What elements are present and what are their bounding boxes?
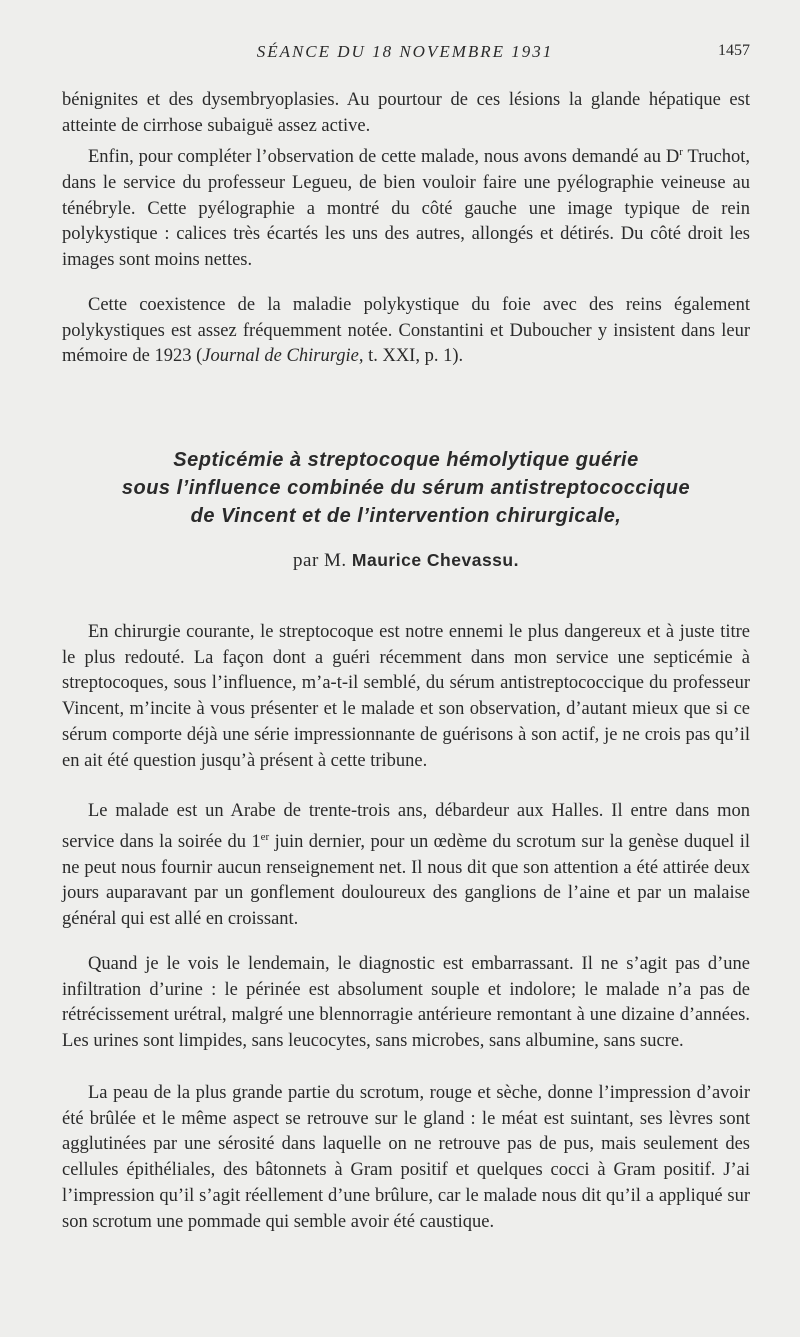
paragraph-pyelography (62, 140, 750, 274)
superscript: r (679, 146, 683, 158)
title-line: de Vincent et de l’intervention chirurgicale, (190, 505, 622, 527)
paragraph-text: Truchot, dans le service du professeur Legueu, de bien vouloir faire une pyélographie veineuse au ténébryle. Cette pyélographie a montré du côté gauche une image typique de rein polykystique : calices très écartés les uns des autres, allongés et détirés. Du côté droit les images sont moins nettes. (62, 147, 750, 270)
article-title (62, 446, 750, 530)
paragraph-text: Enfin, pour compléter l’observation de cette malade, nous avons demandé au D (88, 147, 680, 168)
paragraph-text: Quand je le vois le lendemain, le diagnostic est embarrassant. Il ne s’agit pas d’une infiltration d’urine : le périnée est absolument souple et indolore; le malade n’a pas de rétrécissement urétral, malgré une blennorragie antérieure remontant à une dizaine d’années. Les urines sont limpides, sans leucocytes, sans microbes, sans albumine, sans sucre. (62, 954, 750, 1052)
paragraph-skin (62, 1081, 750, 1235)
running-header (60, 42, 750, 68)
paragraph-diagnosis (62, 952, 750, 1055)
paragraph-text: La peau de la plus grande partie du scrotum, rouge et sèche, donne l’impression d’avoir été brûlée et le même aspect se retrouve sur le gland : le méat est suintant, ses lèvres sont agglutinées par une sérosité dans laquelle on ne retrouve pas de pus, mais seulement des cellules épithéliales, des bâtonnets à Gram positif et quelques cocci à Gram positif. J’ai l’impression qu’il s’agit réellement d’une brûlure, car le malade nous dit qu’il a appliqué sur son scrotum une pommade qui semble avoir été caustique. (62, 1083, 750, 1232)
title-line: sous l’influence combinée du sérum antistreptococcique (121, 477, 691, 499)
page-number: 1457 (718, 42, 750, 59)
paragraph-patient (62, 799, 750, 933)
paragraph-text: En chirurgie courante, le streptocoque est notre ennemi le plus dangereux et à juste titre le plus redouté. La façon dont a guéri récemment dans mon service une septicémie à streptocoques, sous l’influence, m’a-t-il semblé, du sérum antistreptococcique du professeur Vincent, m’incite à vous présenter et le malade et son observation, d’autant mieux que si ce sérum comporte déjà une série impressionnante de guérisons à son actif, je ne crois pas qu’il en ait été question jusqu’à présent à cette tribune. (62, 622, 750, 771)
paragraph-introduction (62, 620, 750, 774)
author-name: Maurice Chevassu. (351, 550, 519, 570)
paragraph-text: , t. XXI, p. 1). (358, 346, 464, 367)
title-line: Septicémie à streptocoque hémolytique guérie (173, 449, 639, 471)
running-title: SÉANCE DU 18 NOVEMBRE 1931 (256, 42, 554, 61)
paragraph-text: Le malade est un Arabe de trente-trois ans, débardeur aux Halles. Il entre dans mon service dans la soirée du 1 (62, 801, 750, 852)
author-byline (62, 550, 750, 572)
paragraph-text: Cette coexistence de la maladie polykystique du foie avec des reins également polykystiques est assez fréquemment notée. Constantini et Duboucher y insistent dans leur mémoire de 1923 ( (62, 295, 750, 367)
paragraph-text: bénignites et des dysembryoplasies. Au pourtour de ces lésions la glande hépatique est atteinte de cirrhose subaiguë assez active. (62, 90, 750, 136)
paragraph-coexistence (62, 293, 750, 370)
journal-citation: Journal de Chirurgie (202, 346, 359, 367)
paragraph-text: juin dernier, pour un œdème du scrotum sur la genèse duquel il ne peut nous fournir aucun renseignement net. Il nous dit que son attention a été attirée deux jours auparavant par un gonflement douloureux des ganglions de l’aine et par un malaise général qui est allé en croissant. (62, 831, 750, 929)
byline-prefix: par M. (293, 550, 347, 571)
paragraph-continuation (62, 88, 750, 139)
superscript: er (260, 830, 270, 843)
